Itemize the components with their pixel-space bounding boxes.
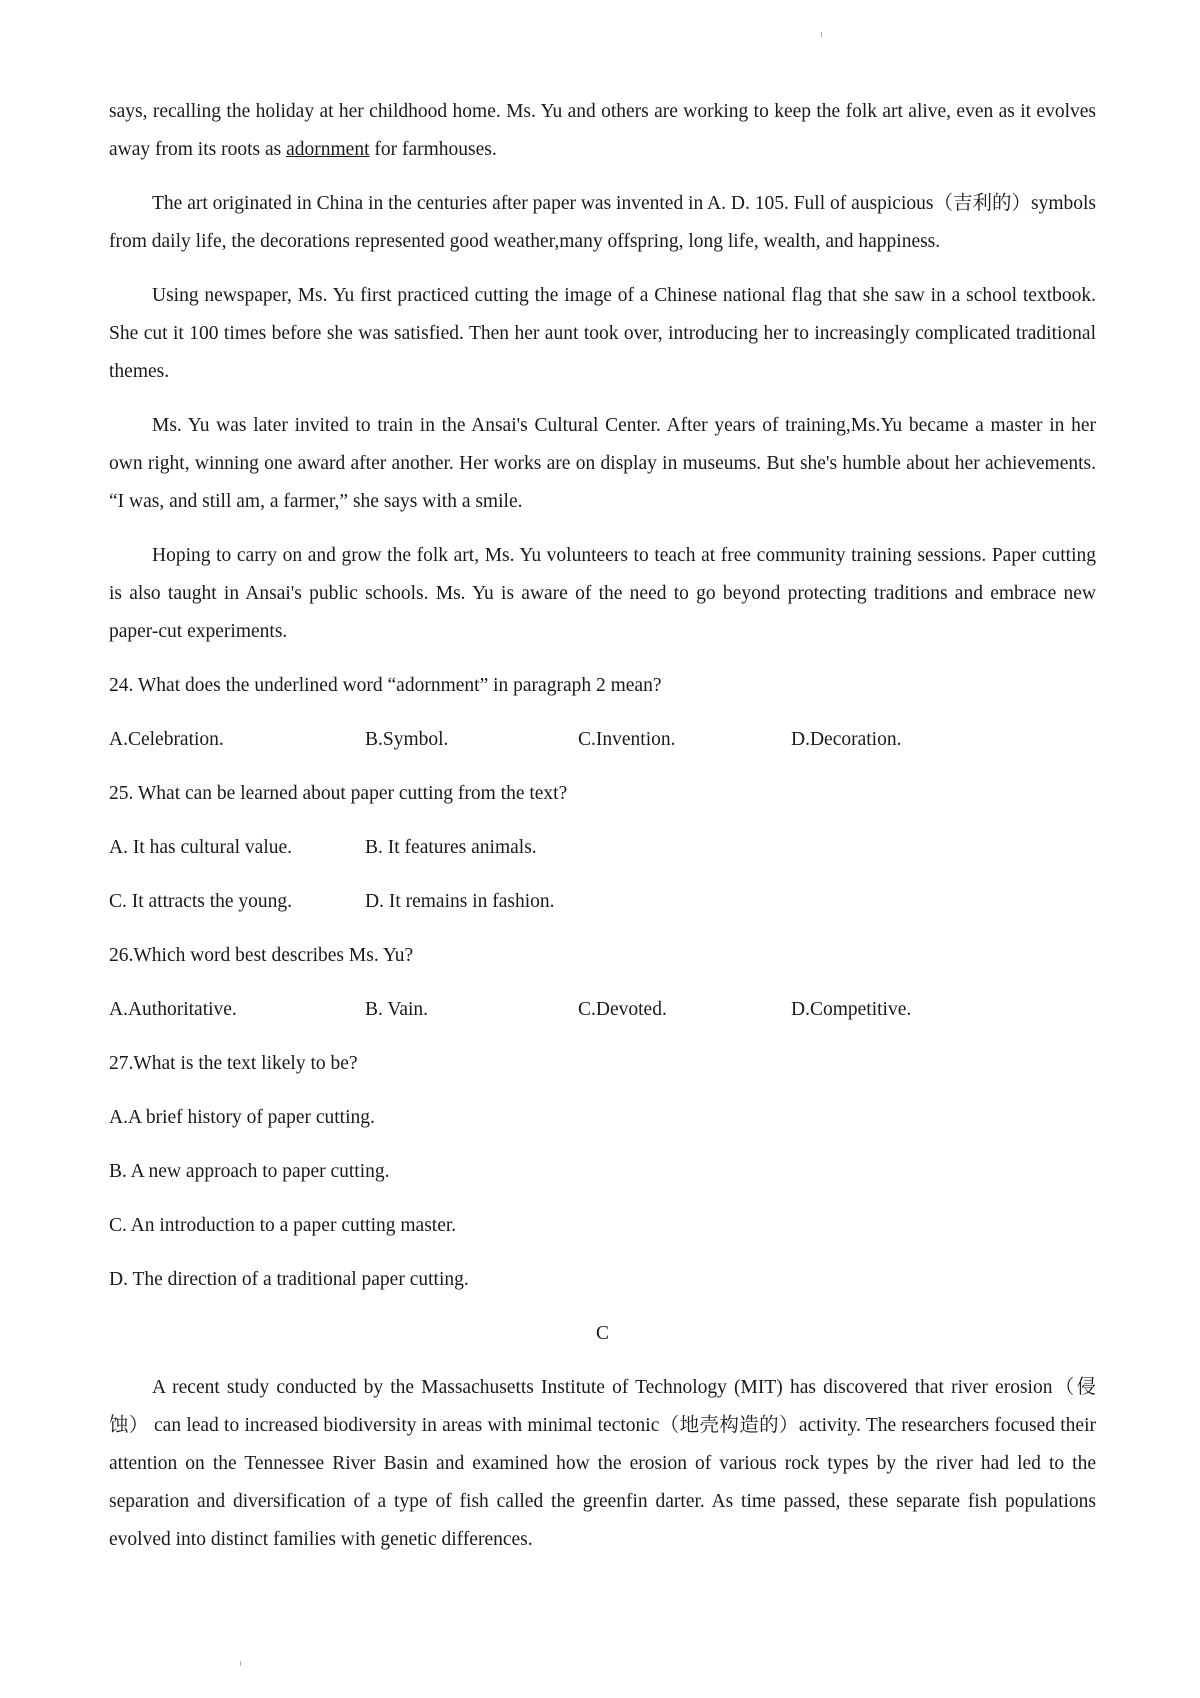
paragraph-1-text-b: for farmhouses. bbox=[369, 139, 497, 160]
question-25-options-row-1 bbox=[109, 829, 1096, 867]
question-26-option-c: C.Devoted. bbox=[578, 999, 667, 1020]
question-26-option-a: A.Authoritative. bbox=[109, 999, 237, 1020]
paragraph-1-text-a: says, recalling the holiday at her childhood home. Ms. Yu and others are working to keep the folk art alive, even as it evolves away from its roots as bbox=[109, 101, 1096, 160]
question-25: 25. What can be learned about paper cutting from the text? bbox=[109, 783, 568, 804]
paragraph-4: Ms. Yu was later invited to train in the Ansai's Cultural Center. After years of training,Ms.Yu became a master in her own right, winning one award after another. Her works are on display in museums. But she's humble about her achievements. “I was, and still am, a farmer,” she says with a smile. bbox=[109, 415, 1096, 512]
paragraph-5: Hoping to carry on and grow the folk art, Ms. Yu volunteers to teach at free community training sessions. Paper cutting is also taught in Ansai's public schools. Ms. Yu is aware of the need to go beyond protecting traditions and embrace new paper-cut experiments. bbox=[109, 545, 1096, 642]
question-27: 27.What is the text likely to be? bbox=[109, 1053, 358, 1074]
question-27-option-b: B. A new approach to paper cutting. bbox=[109, 1161, 390, 1182]
question-24-option-c: C.Invention. bbox=[578, 729, 676, 750]
paragraph-2: The art originated in China in the centuries after paper was invented in A. D. 105. Full of auspicious（吉利的）symbols from daily life, the decorations represented good weather,many offspring, long life, wealth, and happiness. bbox=[109, 193, 1096, 252]
paragraph-1 bbox=[109, 93, 1096, 169]
question-24-option-b: B.Symbol. bbox=[365, 729, 449, 750]
section-c-paragraph-1: A recent study conducted by the Massachusetts Institute of Technology (MIT) has discovered that river erosion（侵蚀） can lead to increased biodiversity in areas with minimal tectonic（地壳构造的）activity. The researchers focused their attention on the Tennessee River Basin and examined how the erosion of various rock types by the river had led to the separation and diversification of a type of fish called the greenfin darter. As time passed, these separate fish populations evolved into distinct families with genetic differences. bbox=[109, 1377, 1096, 1550]
question-26-option-d: D.Competitive. bbox=[791, 999, 912, 1020]
question-27-option-d: D. The direction of a traditional paper cutting. bbox=[109, 1269, 469, 1290]
scan-mark-top bbox=[821, 32, 822, 37]
question-24-options bbox=[109, 721, 1096, 759]
scan-mark-bottom bbox=[240, 1661, 241, 1666]
question-25-option-c: C. It attracts the young. bbox=[109, 891, 293, 912]
question-26-option-b: B. Vain. bbox=[365, 999, 429, 1020]
question-24: 24. What does the underlined word “adornment” in paragraph 2 mean? bbox=[109, 675, 662, 696]
section-c-heading: C bbox=[595, 1323, 609, 1344]
question-27-option-c: C. An introduction to a paper cutting master. bbox=[109, 1215, 457, 1236]
question-25-option-b: B. It features animals. bbox=[365, 837, 537, 858]
question-25-options-row-2 bbox=[109, 883, 1096, 921]
question-25-option-d: D. It remains in fashion. bbox=[365, 891, 555, 912]
underlined-word-adornment: adornment bbox=[286, 139, 370, 160]
question-25-option-a: A. It has cultural value. bbox=[109, 837, 293, 858]
question-24-option-a: A.Celebration. bbox=[109, 729, 224, 750]
paragraph-3: Using newspaper, Ms. Yu first practiced cutting the image of a Chinese national flag that she saw in a school textbook. She cut it 100 times before she was satisfied. Then her aunt took over, introducing her to increasingly complicated traditional themes. bbox=[109, 285, 1096, 382]
question-27-option-a: A.A brief history of paper cutting. bbox=[109, 1107, 375, 1128]
question-24-option-d: D.Decoration. bbox=[791, 729, 902, 750]
question-26-options bbox=[109, 991, 1096, 1029]
document-page bbox=[109, 93, 1096, 1575]
question-26: 26.Which word best describes Ms. Yu? bbox=[109, 945, 414, 966]
